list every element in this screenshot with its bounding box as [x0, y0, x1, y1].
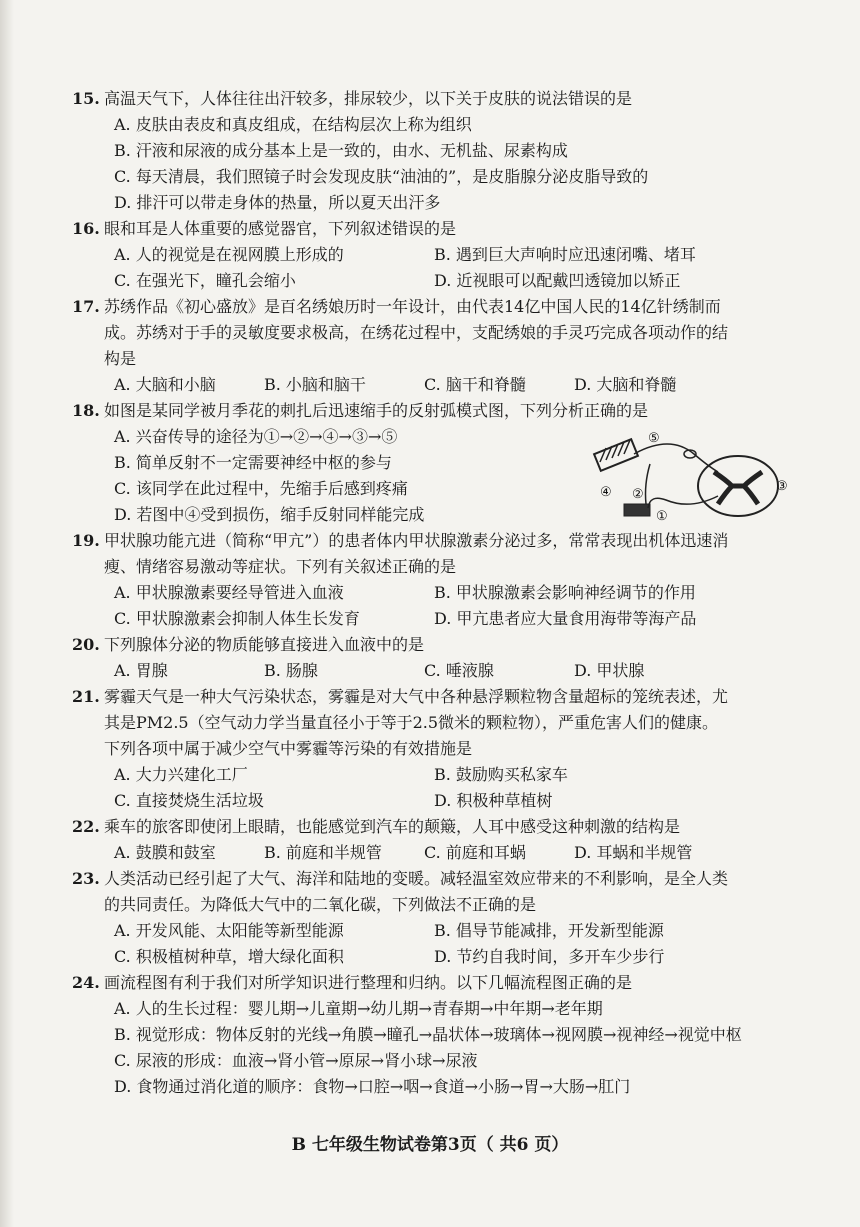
question-number: 15. — [72, 89, 100, 108]
option-a: A. 人的生长过程：婴儿期→儿童期→幼儿期→青春期→中年期→老年期 — [114, 999, 603, 1018]
question-stem: 高温天气下，人体往往出汗较多，排尿较少，以下关于皮肤的说法错误的是 — [104, 89, 633, 108]
option-c: C. 唾液腺 — [424, 661, 494, 680]
question-21 — [72, 684, 776, 814]
question-stem-line1: 雾霾天气是一种大气污染状态，雾霾是对大气中各种悬浮颗粒物含量超标的笼统表述，尤 — [104, 687, 729, 706]
option-d: D. 甲状腺 — [574, 661, 645, 680]
question-stem: 乘车的旅客即使闭上眼睛，也能感觉到汽车的颠簸，人耳中感受这种刺激的结构是 — [104, 817, 681, 836]
option-a: A. 人的视觉是在视网膜上形成的 — [114, 245, 344, 264]
option-d: D. 近视眼可以配戴凹透镜加以矫正 — [434, 271, 681, 290]
option-a: A. 大脑和小脑 — [114, 375, 216, 394]
question-number: 21. — [72, 687, 100, 706]
option-d: D. 若图中④受到损伤，缩手反射同样能完成 — [114, 505, 425, 524]
question-17 — [72, 294, 776, 398]
question-number: 20. — [72, 635, 100, 654]
diagram-label-2: ② — [632, 487, 644, 502]
question-stem: 下列腺体分泌的物质能够直接进入血液中的是 — [104, 635, 425, 654]
option-a: A. 大力兴建化工厂 — [114, 765, 248, 784]
option-b: B. 鼓励购买私家车 — [434, 765, 568, 784]
page-footer: B 七年级生物试卷第3页（ 共6 页） — [291, 1135, 569, 1155]
option-d: D. 耳蜗和半规管 — [574, 843, 693, 862]
scan-edge-shadow — [0, 0, 14, 1227]
option-a: A. 甲状腺激素要经导管进入血液 — [114, 583, 344, 602]
question-stem: 如图是某同学被月季花的刺扎后迅速缩手的反射弧模式图，下列分析正确的是 — [104, 401, 649, 420]
option-b: B. 小脑和脑干 — [264, 375, 366, 394]
option-d: D. 大脑和脊髓 — [574, 375, 677, 394]
question-number: 18. — [72, 401, 100, 420]
question-stem-line1: 人类活动已经引起了大气、海洋和陆地的变暖。减轻温室效应带来的不利影响，是全人类 — [104, 869, 729, 888]
option-b: B. 视觉形成：物体反射的光线→角膜→瞳孔→晶状体→玻璃体→视网膜→视神经→视觉中枢 — [114, 1025, 742, 1044]
diagram-label-3: ③ — [776, 479, 788, 494]
option-d: D. 节约自我时间，多开车少步行 — [434, 947, 665, 966]
question-number: 19. — [72, 531, 100, 550]
option-c: C. 甲状腺激素会抑制人体生长发育 — [114, 609, 360, 628]
diagram-label-4: ④ — [600, 485, 612, 500]
option-b: B. 倡导节能减排，开发新型能源 — [434, 921, 664, 940]
option-c: C. 尿液的形成：血液→肾小管→原尿→肾小球→尿液 — [114, 1051, 478, 1070]
option-c: C. 在强光下，瞳孔会缩小 — [114, 271, 296, 290]
option-b: B. 前庭和半规管 — [264, 843, 382, 862]
option-a: A. 开发风能、太阳能等新型能源 — [114, 921, 344, 940]
option-d: D. 甲亢患者应大量食用海带等海产品 — [434, 609, 697, 628]
question-16 — [72, 216, 776, 294]
option-a: A. 兴奋传导的途径为①→②→④→③→⑤ — [114, 427, 398, 446]
question-stem-line2: 瘦、情绪容易激动等症状。下列有关叙述正确的是 — [104, 557, 457, 576]
question-number: 23. — [72, 869, 100, 888]
question-20 — [72, 632, 776, 684]
question-number: 24. — [72, 973, 100, 992]
option-a: A. 胃腺 — [114, 661, 168, 680]
diagram-label-5: ⑤ — [648, 431, 660, 446]
option-c: C. 脑干和脊髓 — [424, 375, 526, 394]
question-number: 16. — [72, 219, 100, 238]
option-a: A. 皮肤由表皮和真皮组成，在结构层次上称为组织 — [114, 115, 472, 134]
question-stem-line2: 其是PM2.5（空气动力学当量直径小于等于2.5微米的颗粒物），严重危害人们的健康。 — [104, 713, 719, 732]
option-d: D. 排汗可以带走身体的热量，所以夏天出汗多 — [114, 193, 441, 212]
option-d: D. 食物通过消化道的顺序：食物→口腔→咽→食道→小肠→胃→大肠→肛门 — [114, 1077, 631, 1096]
nerve-paths — [634, 444, 718, 508]
option-a: A. 鼓膜和鼓室 — [114, 843, 216, 862]
option-b: B. 汗液和尿液的成分基本上是一致的，由水、无机盐、尿素构成 — [114, 141, 568, 160]
option-b: B. 简单反射不一定需要神经中枢的参与 — [114, 453, 392, 472]
option-b: B. 甲状腺激素会影响神经调节的作用 — [434, 583, 696, 602]
question-stem-line3: 下列各项中属于减少空气中雾霾等污染的有效措施是 — [104, 739, 473, 758]
receptor-skin-shape — [594, 439, 638, 471]
question-23 — [72, 866, 776, 970]
option-b: B. 遇到巨大声响时应迅速闭嘴、堵耳 — [434, 245, 696, 264]
question-18 — [72, 398, 788, 528]
question-list — [72, 86, 788, 1100]
question-number: 22. — [72, 817, 100, 836]
question-stem-line1: 甲状腺功能亢进（简称“甲亢”）的患者体内甲状腺激素分泌过多，常常表现出机体迅速消 — [104, 531, 729, 550]
option-c: C. 直接焚烧生活垃圾 — [114, 791, 264, 810]
option-c: C. 前庭和耳蜗 — [424, 843, 526, 862]
question-number: 17. — [72, 297, 100, 316]
question-stem: 画流程图有利于我们对所学知识进行整理和归纳。以下几幅流程图正确的是 — [104, 973, 633, 992]
effector-muscle-shape — [624, 504, 650, 516]
question-stem-line1: 苏绣作品《初心盛放》是百名绣娘历时一年设计，由代表14亿中国人民的14亿针绣制而 — [104, 297, 721, 316]
question-19 — [72, 528, 776, 632]
diagram-label-1: ① — [656, 509, 668, 524]
option-b: B. 肠腺 — [264, 661, 318, 680]
reflex-arc-diagram — [590, 424, 790, 524]
question-15 — [72, 86, 776, 216]
option-c: C. 该同学在此过程中，先缩手后感到疼痛 — [114, 479, 408, 498]
question-stem-line3: 构是 — [104, 349, 137, 368]
question-22 — [72, 814, 776, 866]
option-d: D. 积极种草植树 — [434, 791, 553, 810]
spinal-cord-shape — [698, 456, 778, 516]
question-stem-line2: 成。苏绣对于手的灵敏度要求极高，在绣花过程中，支配绣娘的手灵巧完成各项动作的结 — [104, 323, 729, 342]
question-stem-line2: 的共同责任。为降低大气中的二氧化碳，下列做法不正确的是 — [104, 895, 537, 914]
option-c: C. 每天清晨，我们照镜子时会发现皮肤“油油的”，是皮脂腺分泌皮脂导致的 — [114, 167, 649, 186]
question-24 — [72, 970, 776, 1100]
option-c: C. 积极植树种草，增大绿化面积 — [114, 947, 344, 966]
question-stem: 眼和耳是人体重要的感觉器官，下列叙述错误的是 — [104, 219, 457, 238]
